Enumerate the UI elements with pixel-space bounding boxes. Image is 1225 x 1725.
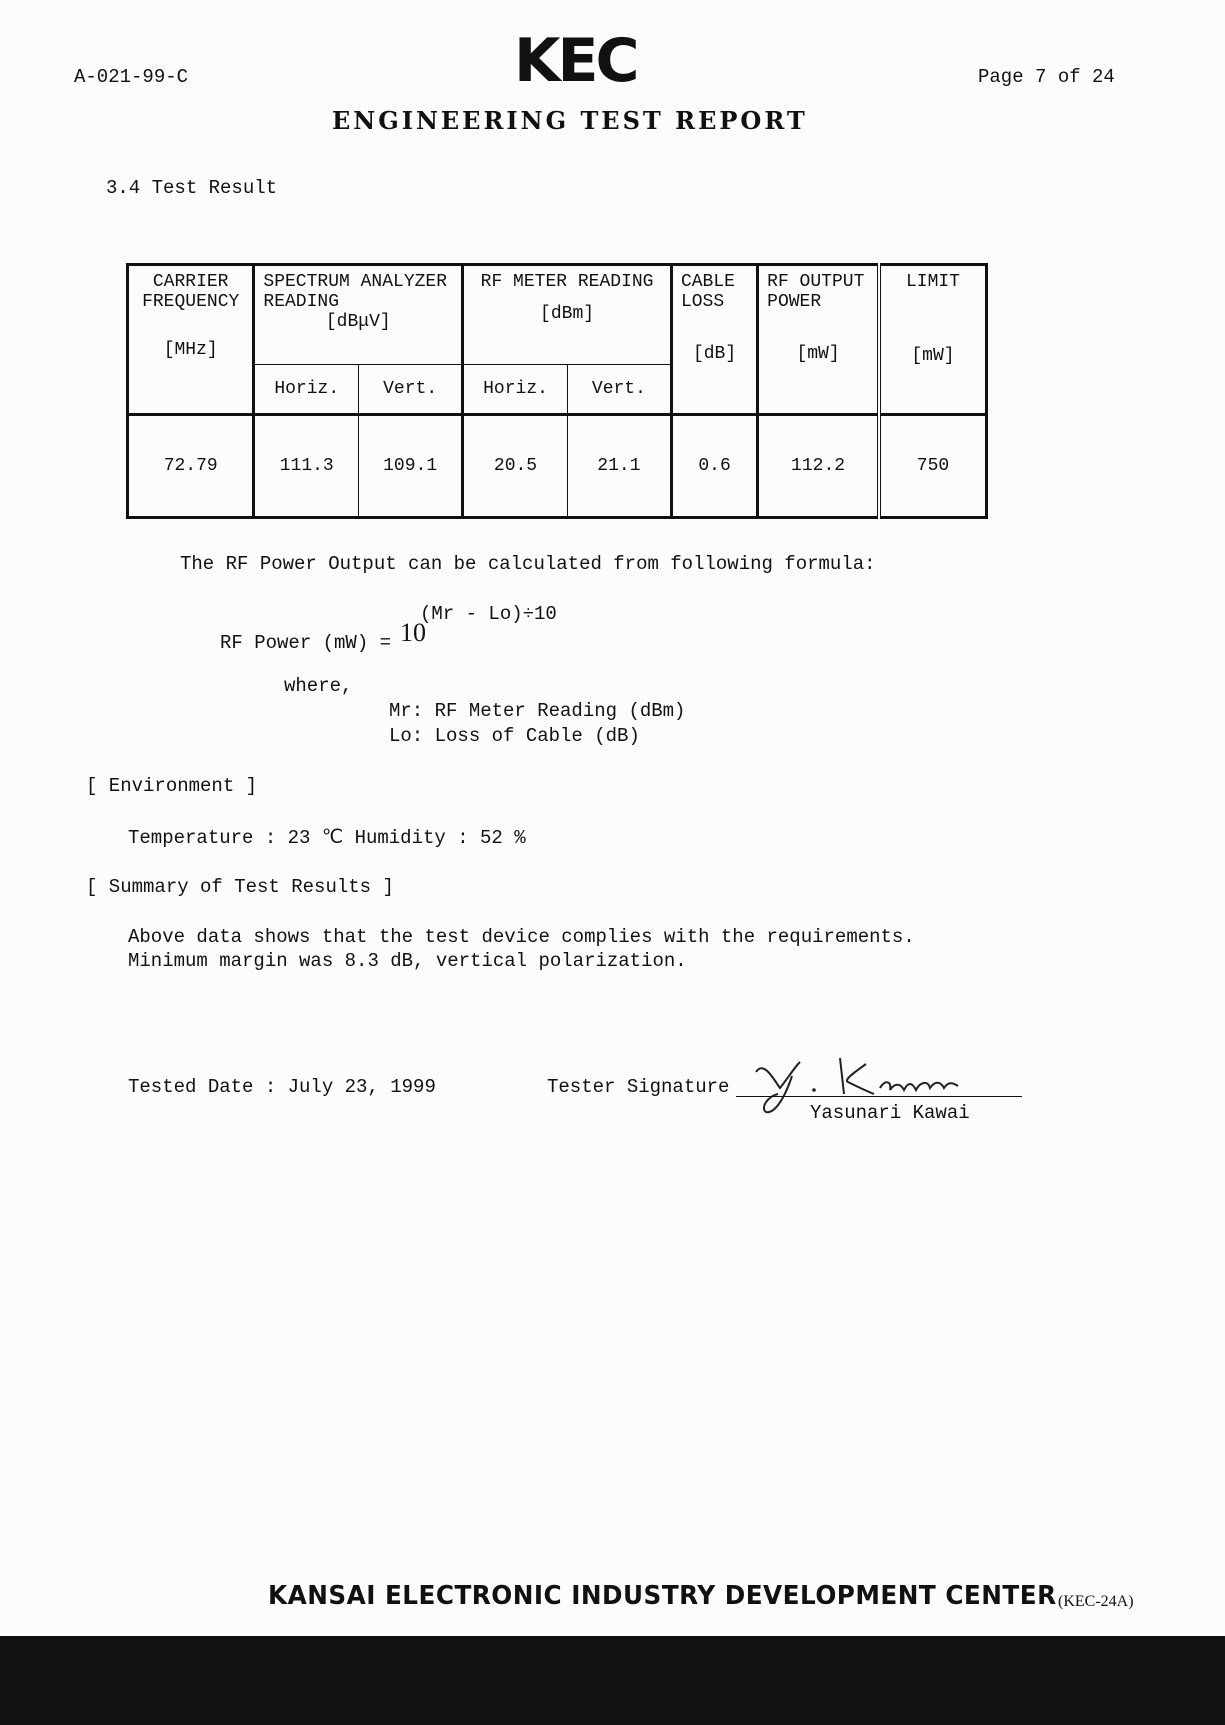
- signature-line: [736, 1096, 1022, 1097]
- definition-mr: Mr: RF Meter Reading (dBm): [389, 700, 686, 722]
- cell-rf-horiz: 20.5: [463, 415, 568, 518]
- formula-base: 10: [400, 618, 426, 647]
- environment-line: Temperature : 23 ℃ Humidity : 52 %: [128, 827, 526, 849]
- formula-intro: The RF Power Output can be calculated from following formula:: [180, 553, 876, 575]
- table-row: [128, 415, 987, 518]
- header-cable-loss: CABLE LOSS [dB]: [671, 265, 757, 415]
- unit-mhz: [MHz]: [163, 340, 218, 360]
- unit-dbuv: [dBμV]: [325, 312, 391, 332]
- signature-label: Tester Signature: [547, 1076, 730, 1098]
- form-code: (KEC-24A): [1058, 1593, 1134, 1610]
- header-rf-meter: RF METER READING [dBm]: [463, 265, 672, 365]
- environment-heading: [ Environment ]: [86, 775, 258, 797]
- section-title: 3.4 Test Result: [106, 177, 278, 199]
- formula-lhs: RF Power (mW) =: [220, 632, 392, 654]
- header-carrier-frequency: CARRIER FREQUENCY [MHz]: [128, 265, 254, 415]
- tester-name: Yasunari Kawai: [810, 1102, 970, 1124]
- document-id: A-021-99-C: [74, 66, 189, 88]
- report-title: ENGINEERING TEST REPORT: [332, 106, 808, 135]
- cell-output-power: 112.2: [758, 415, 879, 518]
- unit-mw-limit: [mW]: [911, 346, 955, 366]
- summary-heading: [ Summary of Test Results ]: [86, 876, 394, 898]
- cell-rf-vert: 21.1: [567, 415, 671, 518]
- test-result-table: [126, 263, 988, 519]
- unit-mw-output: [mW]: [796, 344, 840, 364]
- header-spectrum-analyzer: SPECTRUM ANALYZER READING [dBμV]: [254, 265, 463, 365]
- cell-cable-loss: 0.6: [671, 415, 757, 518]
- cell-sa-horiz: 111.3: [254, 415, 359, 518]
- definition-lo: Lo: Loss of Cable (dB): [389, 725, 640, 747]
- unit-db: [dB]: [692, 344, 737, 364]
- cell-sa-vert: 109.1: [359, 415, 463, 518]
- header-rf-output-power: RF OUTPUT POWER [mW]: [758, 265, 879, 415]
- cell-limit: 750: [879, 415, 987, 518]
- summary-line-1: Above data shows that the test device complies with the requirements.: [128, 926, 915, 948]
- unit-dbm: [dBm]: [540, 304, 595, 324]
- sa-horiz-header: Horiz.: [254, 365, 359, 415]
- kec-logo: KEC: [514, 26, 637, 96]
- formula-exponent: (Mr - Lo)÷10: [420, 603, 557, 625]
- sa-vert-header: Vert.: [359, 365, 463, 415]
- page-number: Page 7 of 24: [978, 66, 1115, 88]
- footer-organization: KANSAI ELECTRONIC INDUSTRY DEVELOPMENT CENTER: [268, 1581, 1057, 1611]
- header-limit: LIMIT [mW]: [879, 265, 987, 415]
- cell-frequency: 72.79: [128, 415, 254, 518]
- formula-where: where,: [284, 675, 353, 697]
- rf-horiz-header: Horiz.: [463, 365, 568, 415]
- tested-date: Tested Date : July 23, 1999: [128, 1076, 436, 1098]
- scan-border: [0, 1636, 1225, 1725]
- summary-line-2: Minimum margin was 8.3 dB, vertical polarization.: [128, 950, 687, 972]
- rf-vert-header: Vert.: [567, 365, 671, 415]
